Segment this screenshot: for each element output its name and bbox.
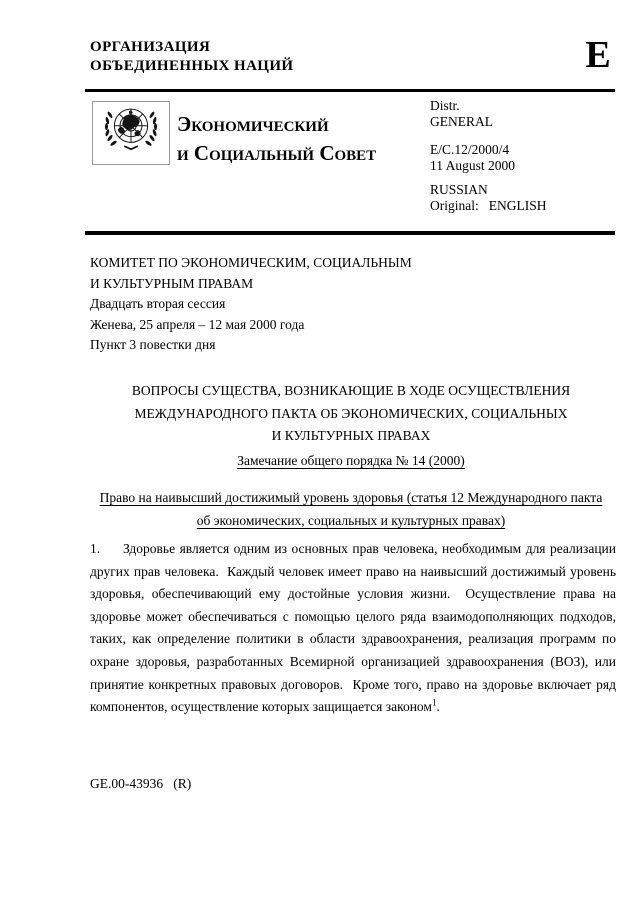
distr-label: Distr. xyxy=(430,98,460,113)
paragraph-end: . xyxy=(436,699,440,715)
committee-name-line2: И КУЛЬТУРНЫМ ПРАВАМ xyxy=(90,275,254,291)
subject-line2: об экономических, социальных и культурных правах) xyxy=(196,513,506,528)
document-symbol: E/C.12/2000/4 xyxy=(430,142,510,157)
original-language xyxy=(430,198,547,214)
masthead-rule xyxy=(85,89,615,92)
subject-heading xyxy=(85,486,617,532)
org-name-line2: ОБЪЕДИНЕННЫХ НАЦИЙ xyxy=(90,58,294,74)
agenda-item: Пункт 3 повестки дня xyxy=(90,337,216,352)
committee-name-line1: КОМИТЕТ ПО ЭКОНОМИЧЕСКИМ, СОЦИАЛЬНЫМ xyxy=(90,255,412,270)
general-comment-text: Замечание общего порядка № 14 (2000) xyxy=(237,453,465,468)
paragraph-number: 1. xyxy=(90,541,101,556)
distribution-block xyxy=(430,98,547,213)
paragraph-text: Здоровье является одним из основных прав человека, необходимым для реализации других прав человека. Каждый человек имеет право на наивысший достижимый уровень здоровья, обеспечивающий ему достойные условия жизни. Осуществление права на здоровье может обеспечиваться с помощью целого ряда взаимодополняющих подходов, таких, как определение политики в области здравоохранения, реализация программ по охране здоровья, разработанных Всемирной организацией здравоохранения (ВОЗ), или принятие конкретных правовых договоров. Кроме того, право на здоровье включает ряд компонентов, осуществление которых защищается законом xyxy=(90,541,620,715)
document-date: 11 August 2000 xyxy=(430,157,516,173)
document-language: RUSSIAN xyxy=(430,182,488,197)
session-label: Двадцать вторая сессия xyxy=(90,296,226,311)
title-line1: ВОПРОСЫ СУЩЕСТВА, ВОЗНИКАЮЩИЕ В ХОДЕ ОСУЩЕСТВЛЕНИЯ xyxy=(131,383,571,398)
council-name xyxy=(177,110,376,168)
paragraph-1 xyxy=(90,538,620,719)
original-label: Original: xyxy=(430,197,479,213)
document-title xyxy=(85,380,617,448)
document-series-letter: E xyxy=(585,34,611,76)
general-comment-heading xyxy=(85,453,617,469)
title-line3: И КУЛЬТУРНЫХ ПРАВАХ xyxy=(271,428,431,443)
subject-line1: Право на наивысший достижимый уровень здоровья (статья 12 Международного пакта xyxy=(99,490,603,505)
un-emblem-box xyxy=(92,101,170,165)
ge-number: GE.00-43936 (R) xyxy=(90,776,192,791)
distr-value: GENERAL xyxy=(430,113,493,129)
un-org-name xyxy=(90,38,294,76)
committee-block xyxy=(90,253,412,356)
original-value: ENGLISH xyxy=(488,197,547,213)
org-name-line1: ОРГАНИЗАЦИЯ xyxy=(90,39,211,55)
footnote-reference: 1 xyxy=(431,697,437,708)
venue-dates: Женева, 25 апреля – 12 мая 2000 года xyxy=(90,316,305,332)
council-name-line2: и Социальный Совет xyxy=(177,141,377,165)
header-separator-rule xyxy=(85,231,615,235)
title-line2: МЕЖДУНАРОДНОГО ПАКТА ОБ ЭКОНОМИЧЕСКИХ, СОЦИАЛЬНЫХ xyxy=(134,405,568,421)
un-emblem-icon xyxy=(97,103,165,164)
council-name-line1: Экономический xyxy=(177,112,329,136)
